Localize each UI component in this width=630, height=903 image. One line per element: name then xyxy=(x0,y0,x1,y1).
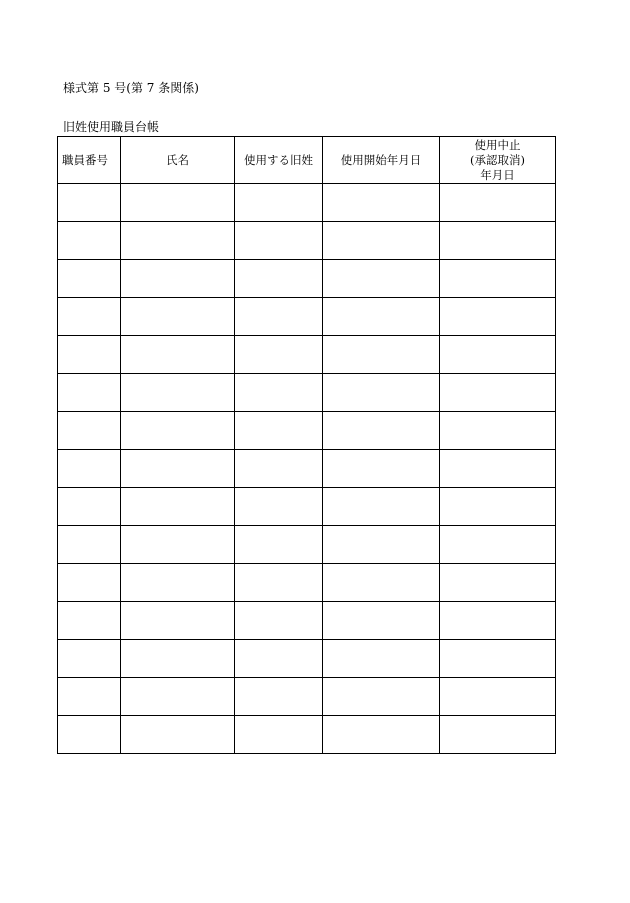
end-date-cell[interactable] xyxy=(440,450,556,488)
ledger-table xyxy=(57,136,556,754)
former-surname-cell[interactable] xyxy=(235,412,323,450)
end-date-cell[interactable] xyxy=(440,412,556,450)
start-date-cell[interactable] xyxy=(323,526,440,564)
former-surname-cell[interactable] xyxy=(235,526,323,564)
former-surname-cell[interactable] xyxy=(235,374,323,412)
table-row xyxy=(58,336,556,374)
column-header-former-surname: 使用する旧姓 xyxy=(235,137,323,184)
column-header-name: 氏名 xyxy=(121,137,235,184)
end-date-label-line-2: (承認取消) xyxy=(470,152,525,167)
name-cell[interactable] xyxy=(121,374,235,412)
table-header-row xyxy=(58,137,556,184)
former-surname-cell[interactable] xyxy=(235,640,323,678)
start-date-cell[interactable] xyxy=(323,716,440,754)
employee-number-cell[interactable] xyxy=(58,488,121,526)
former-surname-cell[interactable] xyxy=(235,488,323,526)
ledger-body xyxy=(58,184,556,754)
name-cell[interactable] xyxy=(121,488,235,526)
end-date-cell[interactable] xyxy=(440,184,556,222)
employee-number-cell[interactable] xyxy=(58,374,121,412)
former-surname-cell[interactable] xyxy=(235,222,323,260)
table-row xyxy=(58,602,556,640)
table-row xyxy=(58,184,556,222)
table-row xyxy=(58,374,556,412)
name-cell[interactable] xyxy=(121,450,235,488)
employee-number-cell[interactable] xyxy=(58,526,121,564)
name-cell[interactable] xyxy=(121,716,235,754)
end-date-cell[interactable] xyxy=(440,260,556,298)
start-date-cell[interactable] xyxy=(323,678,440,716)
start-date-cell[interactable] xyxy=(323,564,440,602)
start-date-cell[interactable] xyxy=(323,298,440,336)
name-cell[interactable] xyxy=(121,640,235,678)
end-date-cell[interactable] xyxy=(440,716,556,754)
table-row xyxy=(58,640,556,678)
employee-number-cell[interactable] xyxy=(58,336,121,374)
end-date-cell[interactable] xyxy=(440,298,556,336)
employee-number-cell[interactable] xyxy=(58,564,121,602)
end-date-cell[interactable] xyxy=(440,336,556,374)
start-date-cell[interactable] xyxy=(323,488,440,526)
employee-number-cell[interactable] xyxy=(58,222,121,260)
table-row xyxy=(58,260,556,298)
former-surname-cell[interactable] xyxy=(235,450,323,488)
start-date-cell[interactable] xyxy=(323,602,440,640)
start-date-cell[interactable] xyxy=(323,412,440,450)
employee-number-cell[interactable] xyxy=(58,678,121,716)
column-header-end-date xyxy=(440,137,556,184)
form-number: 様式第 5 号(第 7 条関係) xyxy=(63,81,199,95)
end-date-cell[interactable] xyxy=(440,640,556,678)
table-row xyxy=(58,222,556,260)
employee-number-cell[interactable] xyxy=(58,298,121,336)
name-cell[interactable] xyxy=(121,526,235,564)
end-date-cell[interactable] xyxy=(440,526,556,564)
name-cell[interactable] xyxy=(121,412,235,450)
start-date-cell[interactable] xyxy=(323,260,440,298)
table-row xyxy=(58,678,556,716)
former-surname-cell[interactable] xyxy=(235,336,323,374)
table-row xyxy=(58,298,556,336)
end-date-cell[interactable] xyxy=(440,488,556,526)
name-cell[interactable] xyxy=(121,298,235,336)
table-row xyxy=(58,716,556,754)
employee-number-cell[interactable] xyxy=(58,450,121,488)
table-row xyxy=(58,526,556,564)
start-date-cell[interactable] xyxy=(323,184,440,222)
column-header-start-date: 使用開始年月日 xyxy=(323,137,440,184)
former-surname-cell[interactable] xyxy=(235,602,323,640)
end-date-cell[interactable] xyxy=(440,602,556,640)
former-surname-cell[interactable] xyxy=(235,564,323,602)
name-cell[interactable] xyxy=(121,336,235,374)
employee-number-cell[interactable] xyxy=(58,602,121,640)
column-header-employee-number: 職員番号 xyxy=(58,137,121,184)
employee-number-cell[interactable] xyxy=(58,640,121,678)
name-cell[interactable] xyxy=(121,564,235,602)
name-cell[interactable] xyxy=(121,260,235,298)
end-date-cell[interactable] xyxy=(440,564,556,602)
end-date-cell[interactable] xyxy=(440,678,556,716)
start-date-cell[interactable] xyxy=(323,374,440,412)
employee-number-cell[interactable] xyxy=(58,716,121,754)
table-row xyxy=(58,450,556,488)
end-date-cell[interactable] xyxy=(440,374,556,412)
former-surname-cell[interactable] xyxy=(235,678,323,716)
end-date-label-line-1: 使用中止 xyxy=(474,137,521,152)
employee-number-cell[interactable] xyxy=(58,260,121,298)
former-surname-cell[interactable] xyxy=(235,260,323,298)
former-surname-cell[interactable] xyxy=(235,716,323,754)
ledger-title: 旧姓使用職員台帳 xyxy=(63,120,160,134)
start-date-cell[interactable] xyxy=(323,640,440,678)
table-row xyxy=(58,564,556,602)
name-cell[interactable] xyxy=(121,184,235,222)
start-date-cell[interactable] xyxy=(323,222,440,260)
table-row xyxy=(58,488,556,526)
end-date-cell[interactable] xyxy=(440,222,556,260)
name-cell[interactable] xyxy=(121,678,235,716)
employee-number-cell[interactable] xyxy=(58,184,121,222)
end-date-label-line-3: 年月日 xyxy=(480,167,515,182)
table-row xyxy=(58,412,556,450)
former-surname-cell[interactable] xyxy=(235,184,323,222)
former-surname-cell[interactable] xyxy=(235,298,323,336)
start-date-cell[interactable] xyxy=(323,336,440,374)
employee-number-cell[interactable] xyxy=(58,412,121,450)
name-cell[interactable] xyxy=(121,602,235,640)
start-date-cell[interactable] xyxy=(323,450,440,488)
name-cell[interactable] xyxy=(121,222,235,260)
